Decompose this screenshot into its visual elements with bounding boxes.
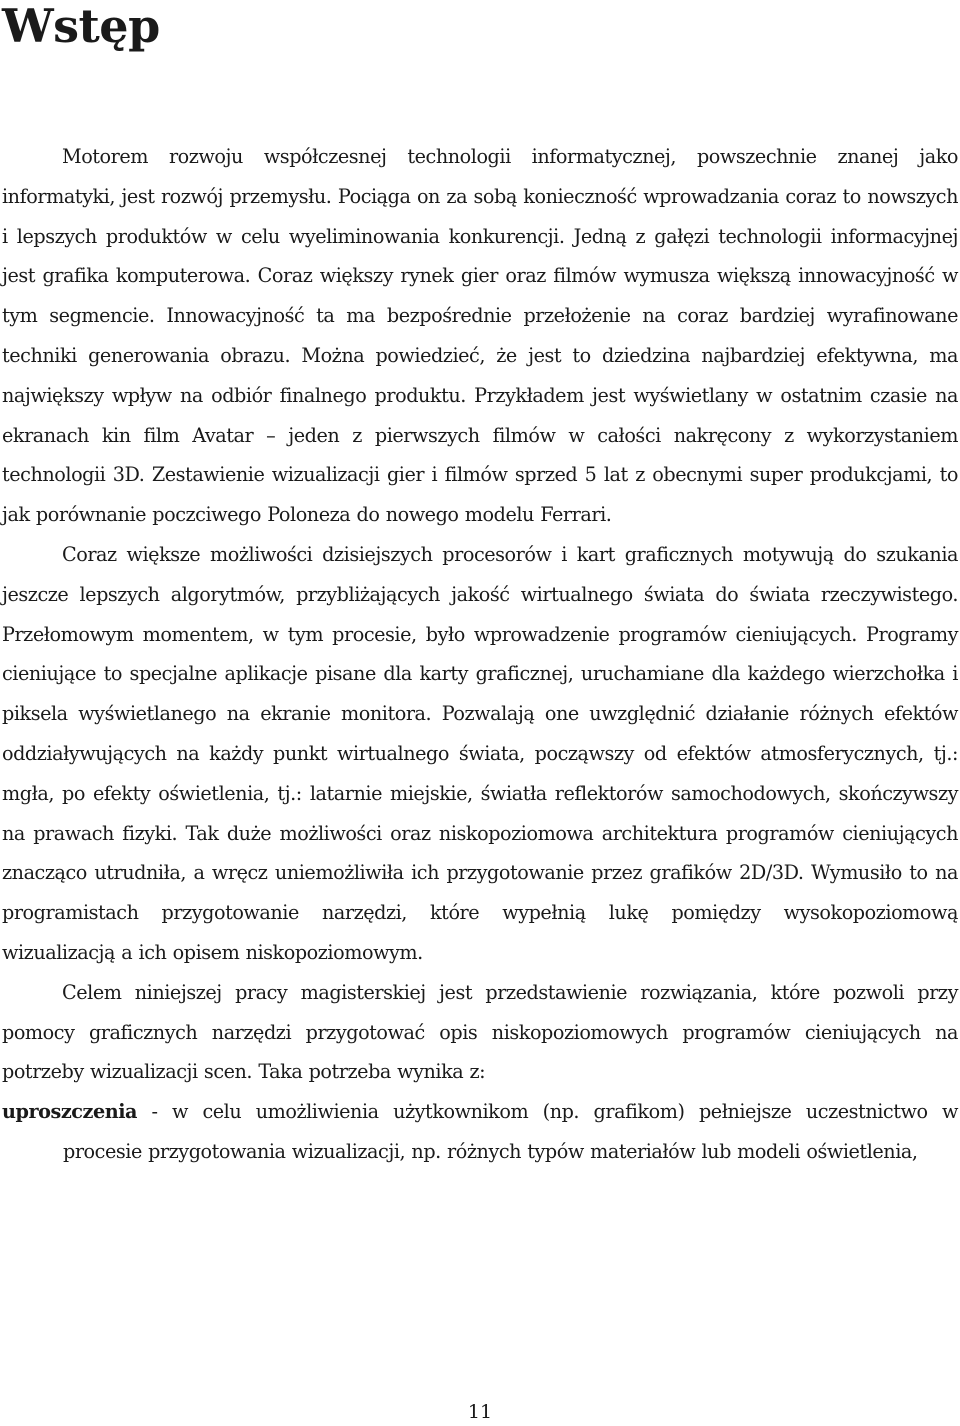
definition-item — [2, 1092, 958, 1172]
definition-text: w celu umożliwienia użytkownikom (np. grafikom) pełniejsze uczestnictwo w procesie przygotowania wizualizacji, np. różnych typów materiałów lub modeli oświetlenia, — [63, 1100, 958, 1163]
page-number: 11 — [467, 1401, 493, 1423]
body-text — [2, 137, 958, 1172]
definition-term: uproszczenia — [2, 1100, 138, 1124]
document-page — [2, 0, 958, 1426]
paragraph-2: Coraz większe możliwości dzisiejszych procesorów i kart graficznych motywują do szukania jeszcze lepszych algorytmów, przybliżających jakość wirtualnego świata do świata rzeczywistego. Przełomowym momentem, w tym procesie, było wprowadzenie programów cieniujących. Programy cieniujące to specjalne aplikacje pisane dla karty graficznej, uruchamiane dla każdego wierzchołka i piksela wyświetlanego na ekranie monitora. Pozwalają one uwzględnić działanie różnych efektów oddziaływujących na każdy punkt wirtualnego świata, począwszy od efektów atmosferycznych, tj.: mgła, po efekty oświetlenia, tj.: latarnie miejskie, światła reflektorów samochodowych, skończywszy na prawach fizyki. Tak duże możliwości oraz niskopoziomowa architektura programów cieniujących znacząco utrudniła, a wręcz uniemożliwiła ich przygotowanie przez grafików 2D/3D. Wymusiło to na programistach przygotowanie narzędzi, które wypełnią lukę pomiędzy wysokopoziomową wizualizacją a ich opisem niskopoziomowym. — [2, 542, 958, 964]
definition-separator: - — [137, 1100, 172, 1124]
paragraph-3: Celem niniejszej pracy magisterskiej jest przedstawienie rozwiązania, które pozwoli przy pomocy graficznych narzędzi przygotować opis niskopoziomowych programów cieniujących na potrzeby wizualizacji scen. Taka potrzeba wynika z: — [2, 980, 958, 1084]
paragraph-1: Motorem rozwoju współczesnej technologii informatycznej, powszechnie znanej jako informatyki, jest rozwój przemysłu. Pociąga on za sobą konieczność wprowadzania coraz to nowszych i lepszych produktów w celu wyeliminowania konkurencji. Jedną z gałęzi technologii informacyjnej jest grafika komputerowa. Coraz większy rynek gier oraz filmów wymusza większą innowacyjność w tym segmencie. Innowacyjność ta ma bezpośrednie przełożenie na coraz bardziej wyrafinowane techniki generowania obrazu. Można powiedzieć, że jest to dziedzina najbardziej efektywna, ma największy wpływ na odbiór finalnego produktu. Przykładem jest wyświetlany w ostatnim czasie na ekranach kin film Avatar – jeden z pierwszych filmów w całości nakręcony z wykorzystaniem technologii 3D. Zestawienie wizualizacji gier i filmów sprzed 5 lat z obecnymi super produkcjami, to jak porównanie poczciwego Poloneza do nowego modelu Ferrari. — [2, 145, 958, 527]
chapter-title: Wstęp — [2, 0, 160, 53]
